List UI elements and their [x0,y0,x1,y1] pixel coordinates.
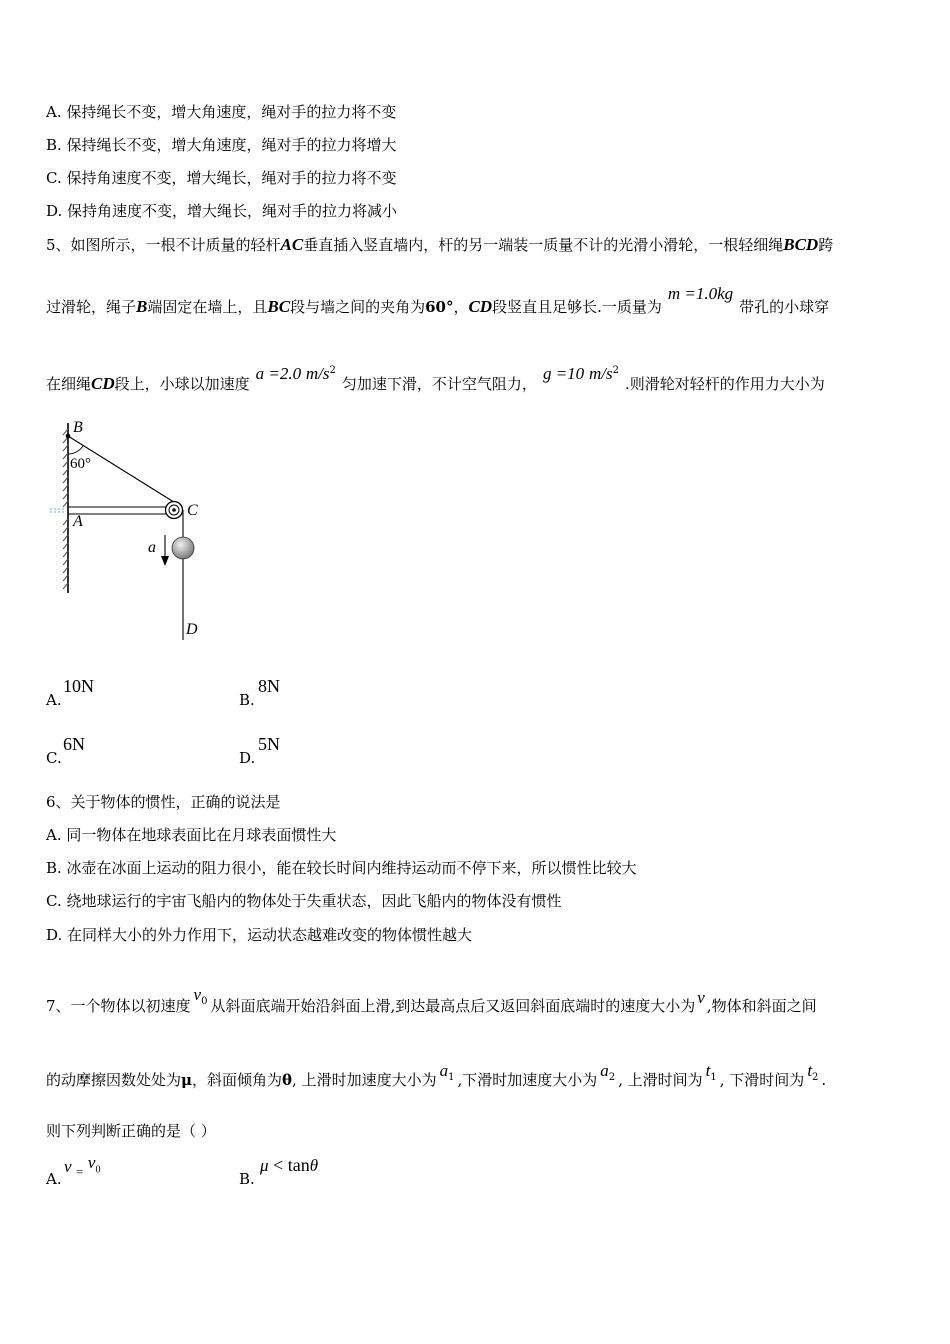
q7-a2-symbol: $a_2$ [600,1061,616,1083]
point-b-dot [66,434,71,439]
q5-option-a-letter[interactable]: A. [46,691,62,709]
q7-stem-line2: 的动摩擦因数处处为μ，斜面倾角为θ, 上滑时加速度大小为 $a_1$ ,下滑时加速度大小为 $a_2$ , 上滑时间为 $t_1$ , 下滑时间为 $t_2$ . [46,1061,827,1089]
q5-option-b-letter[interactable]: B. [239,691,255,709]
q7-question: 则下列判断正确的是（ ） [46,1122,216,1140]
q4-option-b: B. 保持绳长不变，增大角速度，绳对手的拉力将增大 [46,136,397,154]
pulley-axle [172,508,176,512]
q7-t2-symbol: $t_2$ [807,1061,819,1083]
q7-stem-line1: 7、一个物体以初速度$v_0$ 从斜面底端开始沿斜面上滑,到达最高点后又返回斜面底端时的速度大小为 v ,物体和斜面之间 [46,985,817,1015]
q6-option-b: B. 冰壶在冰面上运动的阻力很小，能在较长时间内维持运动而不停下来，所以惯性比较大 [46,859,637,877]
q4-option-c: C. 保持角速度不变，增大绳长，绳对手的拉力将不变 [46,169,397,187]
label-b: B [73,419,83,436]
q6-option-c: C. 绕地球运行的宇宙飞船内的物体处于失重状态，因此飞船内的物体没有惯性 [46,892,562,910]
label-angle: 60° [70,456,91,472]
angle-arc [68,446,83,454]
q7-v-symbol: v [697,988,705,1007]
q7-t1-symbol: $t_1$ [705,1061,717,1083]
q5-option-b-value: 8N [258,676,280,696]
q5-acceleration-formula: a =2.0 $m/s^2$ [255,364,336,383]
q7-a1-symbol: $a_1$ [439,1061,455,1083]
q5-stem-line2: 过滑轮，绳子B端固定在墙上，且BC段与墙之间的夹角为60°，CD段竖直且足够长.一质量为m =1.0kg带孔的小球穿 [46,284,830,316]
label-c: C [187,502,198,519]
ball [172,537,194,559]
q4-option-d: D. 保持角速度不变，增大绳长，绳对手的拉力将减小 [46,202,398,220]
label-d: D [186,621,198,638]
q4-option-a: A. 保持绳长不变，增大角速度，绳对手的拉力将不变 [46,103,397,121]
q6-option-a: A. 同一物体在地球表面比在月球表面惯性大 [46,826,337,844]
q5-option-d-value: 5N [258,734,280,754]
q5-gravity-formula: g =10 $m/s^2$ [542,364,619,383]
q7-option-b-formula: μ < tanθ [260,1155,319,1175]
q7-option-a-letter[interactable]: A. [46,1170,62,1188]
pulley-diagram [44,415,224,650]
q7-option-b-letter[interactable]: B. [239,1170,255,1188]
q5-figure [44,415,224,654]
q5-stem-line3: 在细绳CD段上，小球以加速度a =2.0 $m/s^2$匀加速下滑，不计空气阻力，g =10 $m/s^2$.则滑轮对轻杆的作用力大小为 [46,364,825,393]
q5-option-a-value: 10N [63,676,94,696]
q6-stem: 6、关于物体的惯性，正确的说法是 [46,793,281,811]
q7-v0-symbol: $v_0$ [193,985,208,1007]
q5-option-c-value: 6N [63,734,85,754]
q5-mass-formula: m =1.0kg [667,284,734,303]
q6-option-d: D. 在同样大小的外力作用下，运动状态越难改变的物体惯性越大 [46,926,473,944]
q5-option-c-letter[interactable]: C. [46,749,62,767]
acceleration-arrowhead [161,556,169,566]
q7-option-a-formula: v $_=$ $v_0$ [64,1153,101,1179]
label-a: A [73,513,83,530]
q5-option-d-letter[interactable]: D. [239,749,256,767]
label-acceleration: a [148,539,156,556]
q5-stem-line1: 5、如图所示，一根不计质量的轻杆AC垂直插入竖直墙内，杆的另一端装一质量不计的光滑小滑轮，一根轻细绳BCD跨 [46,235,834,254]
